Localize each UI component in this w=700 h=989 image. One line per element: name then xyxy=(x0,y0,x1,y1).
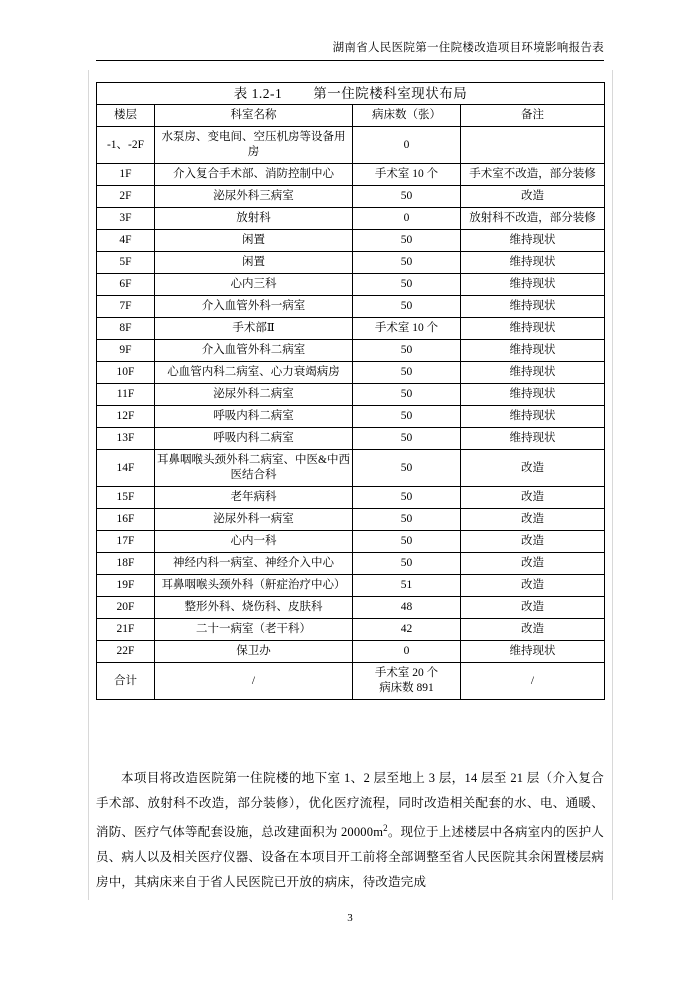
cell-beds: 50 xyxy=(353,531,461,553)
cell-beds: 50 xyxy=(353,406,461,428)
body-paragraph-superscript: 2 xyxy=(383,823,388,833)
table-row xyxy=(97,575,605,597)
cell-remark: 维持现状 xyxy=(461,384,605,406)
cell-department: 呼吸内科二病室 xyxy=(155,428,353,450)
table-caption xyxy=(97,83,605,105)
cell-beds: 50 xyxy=(353,362,461,384)
cell-remark: 放射科不改造，部分装修 xyxy=(461,208,605,230)
cell-floor: 17F xyxy=(97,531,155,553)
cell-department: 心血管内科二病室、心力衰竭病房 xyxy=(155,362,353,384)
cell-beds: 50 xyxy=(353,450,461,487)
table-row xyxy=(97,252,605,274)
cell-remark: 改造 xyxy=(461,575,605,597)
cell-department: 闲置 xyxy=(155,230,353,252)
cell-beds: 0 xyxy=(353,641,461,663)
cell-department: 心内一科 xyxy=(155,531,353,553)
column-header-department: 科室名称 xyxy=(155,105,353,127)
column-header-remark: 备注 xyxy=(461,105,605,127)
cell-beds: 50 xyxy=(353,509,461,531)
table-header-row xyxy=(97,105,605,127)
cell-floor: 12F xyxy=(97,406,155,428)
cell-department: 泌尿外科一病室 xyxy=(155,509,353,531)
table-row xyxy=(97,450,605,487)
table-row xyxy=(97,641,605,663)
cell-beds: 0 xyxy=(353,127,461,164)
cell-department: 泌尿外科二病室 xyxy=(155,384,353,406)
body-paragraph-part2: 。现位于上述楼层中各病室内的医护人员、病人以及相关医疗仪器、设备在本项目开工前将全部调整至省人民医院其余闲置楼层病房中，其病床来自于省人民医院已开放的病床，待改造完成 xyxy=(96,825,605,890)
cell-beds: 50 xyxy=(353,487,461,509)
cell-department: 闲置 xyxy=(155,252,353,274)
cell-remark: 改造 xyxy=(461,553,605,575)
cell-beds: 50 xyxy=(353,340,461,362)
cell-department: 呼吸内科二病室 xyxy=(155,406,353,428)
cell-beds: 0 xyxy=(353,208,461,230)
cell-beds: 50 xyxy=(353,553,461,575)
cell-remark xyxy=(461,127,605,164)
cell-remark: 维持现状 xyxy=(461,318,605,340)
cell-floor: 2F xyxy=(97,186,155,208)
cell-department: 二十一病室（老干科） xyxy=(155,619,353,641)
cell-floor: 6F xyxy=(97,274,155,296)
scan-margin-line-left xyxy=(88,70,89,900)
cell-beds: 50 xyxy=(353,186,461,208)
cell-remark: 改造 xyxy=(461,450,605,487)
cell-department: 整形外科、烧伤科、皮肤科 xyxy=(155,597,353,619)
cell-beds: 50 xyxy=(353,428,461,450)
cell-department: 神经内科一病室、神经介入中心 xyxy=(155,553,353,575)
body-paragraph xyxy=(96,766,604,895)
table-row xyxy=(97,384,605,406)
cell-department: 泌尿外科三病室 xyxy=(155,186,353,208)
table-row xyxy=(97,230,605,252)
cell-beds: 手术室 10 个 xyxy=(353,318,461,340)
room-layout-table-wrapper xyxy=(96,82,604,700)
table-row xyxy=(97,406,605,428)
cell-floor: 18F xyxy=(97,553,155,575)
cell-beds: 50 xyxy=(353,252,461,274)
cell-floor: 20F xyxy=(97,597,155,619)
cell-floor: 11F xyxy=(97,384,155,406)
cell-department: 手术部Ⅱ xyxy=(155,318,353,340)
cell-remark: 维持现状 xyxy=(461,274,605,296)
table-row xyxy=(97,553,605,575)
table-row xyxy=(97,362,605,384)
total-cell-floor: 合计 xyxy=(97,663,155,700)
cell-floor: 14F xyxy=(97,450,155,487)
cell-remark: 维持现状 xyxy=(461,362,605,384)
cell-beds: 50 xyxy=(353,296,461,318)
running-header: 湖南省人民医院第一住院楼改造项目环境影响报告表 xyxy=(332,42,604,54)
cell-beds: 50 xyxy=(353,274,461,296)
cell-remark: 维持现状 xyxy=(461,252,605,274)
table-row xyxy=(97,318,605,340)
cell-remark: 改造 xyxy=(461,619,605,641)
cell-floor: 4F xyxy=(97,230,155,252)
table-row xyxy=(97,509,605,531)
cell-remark: 维持现状 xyxy=(461,340,605,362)
body-paragraph-part1: 本项目将改造医院第一住院楼的地下室 1、2 层至地上 3 层，14 层至 21 层（介入复合手术部、放射科不改造，部分装修），优化医疗流程，同时改造相关配套的水、电、通暖、消防、医疗气体等配套设施，总改建面积为 20000m xyxy=(96,771,604,840)
cell-floor: 19F xyxy=(97,575,155,597)
table-row xyxy=(97,164,605,186)
cell-floor: 21F xyxy=(97,619,155,641)
total-cell-department: / xyxy=(155,663,353,700)
cell-floor: 8F xyxy=(97,318,155,340)
table-row xyxy=(97,340,605,362)
cell-department: 耳鼻咽喉头颈外科二病室、中医&中西医结合科 xyxy=(155,450,353,487)
cell-remark: 改造 xyxy=(461,487,605,509)
table-row xyxy=(97,597,605,619)
table-row xyxy=(97,296,605,318)
cell-beds: 42 xyxy=(353,619,461,641)
cell-floor: 3F xyxy=(97,208,155,230)
cell-department: 介入血管外科一病室 xyxy=(155,296,353,318)
cell-beds: 手术室 10 个 xyxy=(353,164,461,186)
cell-floor: 5F xyxy=(97,252,155,274)
table-row xyxy=(97,127,605,164)
cell-floor: 15F xyxy=(97,487,155,509)
cell-beds: 48 xyxy=(353,597,461,619)
table-row xyxy=(97,531,605,553)
cell-department: 老年病科 xyxy=(155,487,353,509)
table-row xyxy=(97,487,605,509)
column-header-beds: 病床数（张） xyxy=(353,105,461,127)
cell-beds: 50 xyxy=(353,230,461,252)
table-row xyxy=(97,619,605,641)
cell-beds: 50 xyxy=(353,384,461,406)
total-cell-remark: / xyxy=(461,663,605,700)
cell-floor: 9F xyxy=(97,340,155,362)
table-caption-text: 表 1.2-1 第一住院楼科室现状布局 xyxy=(233,86,468,101)
table-row xyxy=(97,208,605,230)
cell-remark: 维持现状 xyxy=(461,428,605,450)
cell-beds: 51 xyxy=(353,575,461,597)
cell-floor: 22F xyxy=(97,641,155,663)
cell-floor: 7F xyxy=(97,296,155,318)
cell-remark: 改造 xyxy=(461,597,605,619)
cell-department: 介入复合手术部、消防控制中心 xyxy=(155,164,353,186)
cell-remark: 维持现状 xyxy=(461,406,605,428)
page-number: 3 xyxy=(347,912,353,924)
room-layout-table xyxy=(96,82,605,700)
table-row xyxy=(97,428,605,450)
cell-department: 耳鼻咽喉头颈外科（鼾症治疗中心） xyxy=(155,575,353,597)
cell-remark: 维持现状 xyxy=(461,230,605,252)
cell-floor: 10F xyxy=(97,362,155,384)
table-row xyxy=(97,186,605,208)
cell-remark: 手术室不改造，部分装修 xyxy=(461,164,605,186)
cell-floor: -1、-2F xyxy=(97,127,155,164)
cell-remark: 维持现状 xyxy=(461,641,605,663)
cell-remark: 改造 xyxy=(461,186,605,208)
cell-department: 水泵房、变电间、空压机房等设备用房 xyxy=(155,127,353,164)
cell-department: 保卫办 xyxy=(155,641,353,663)
total-cell-beds: 手术室 20 个 病床数 891 xyxy=(353,663,461,700)
cell-floor: 16F xyxy=(97,509,155,531)
cell-department: 心内三科 xyxy=(155,274,353,296)
cell-floor: 1F xyxy=(97,164,155,186)
table-row xyxy=(97,274,605,296)
cell-department: 放射科 xyxy=(155,208,353,230)
cell-remark: 改造 xyxy=(461,531,605,553)
cell-remark: 改造 xyxy=(461,509,605,531)
header-divider xyxy=(96,60,604,61)
cell-floor: 13F xyxy=(97,428,155,450)
column-header-floor: 楼层 xyxy=(97,105,155,127)
cell-remark: 维持现状 xyxy=(461,296,605,318)
table-total-row xyxy=(97,663,605,700)
cell-department: 介入血管外科二病室 xyxy=(155,340,353,362)
scan-margin-line-right xyxy=(612,70,613,900)
table-caption-row xyxy=(97,83,605,105)
